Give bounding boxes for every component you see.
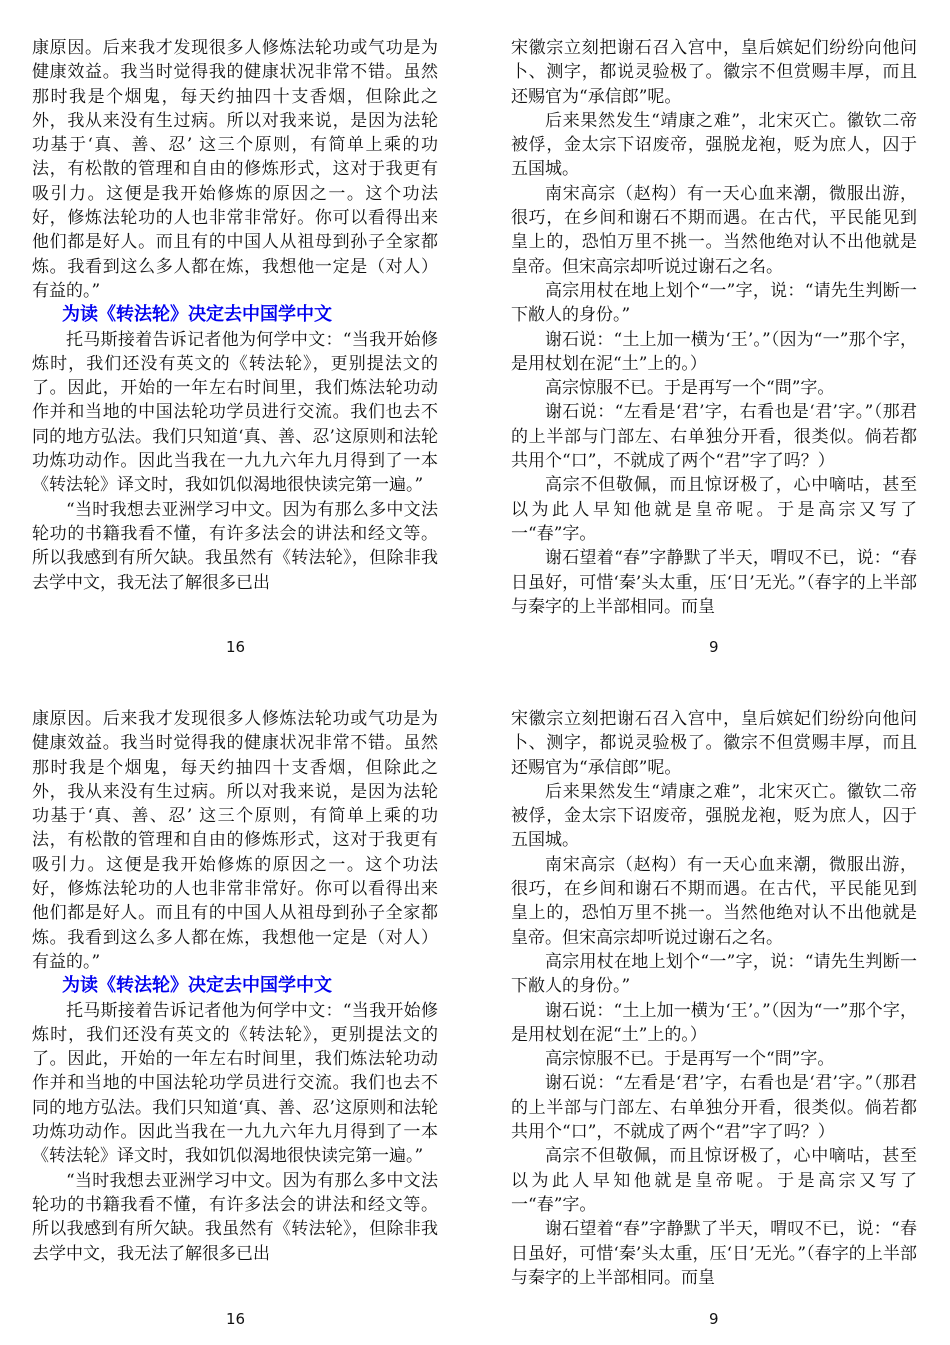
section-heading: 为读《转法轮》决定去中国学中文 — [62, 975, 332, 997]
paragraph: 高宗不但敬佩，而且惊讶极了，心中嘀咕，甚至以为此人早知他就是皇帝呢。于是高宗又写了一“春”字。 — [511, 475, 917, 544]
paragraph: 谢石望着“春”字静默了半天，喟叹不已，说：“春日虽好，可惜‘秦’头太重，压‘日’无光。”（春字的上半部与秦字的上半部相同。而皇 — [511, 1219, 917, 1288]
paragraph: 谢石说：“土上加一横为‘王’。”（因为“一”那个字，是用杖划在泥“土”上的。） — [511, 329, 917, 374]
paragraph: 高宗惊服不已。于是再写一个“問”字。 — [545, 1049, 835, 1070]
paragraph: “当时我想去亚洲学习中文。因为有那么多中文法轮功的书籍我看不懂，有许多法会的讲法和经文等。所以我感到有所欠缺。我虽然有《转法轮》，但除非我去学中文，我无法了解很多已出 — [32, 1170, 438, 1264]
paragraph: 高宗用杖在地上划个“一”字，说：“请先生判断一下敝人的身份。” — [511, 951, 917, 997]
left-page-top — [32, 36, 438, 595]
paragraph: 南宋高宗（赵构）有一天心血来潮，微服出游，很巧，在乡间和谢石不期而遇。在古代，平民能见到皇上的，恐怕万里不挑一。当然他绝对认不出他就是皇帝。但宋高宗却听说过谢石之名。 — [511, 854, 917, 948]
paragraph: 高宗用杖在地上划个“一”字，说：“请先生判断一下敝人的身份。” — [511, 280, 917, 326]
page-number: 9 — [709, 1310, 719, 1328]
page-number: 16 — [226, 638, 246, 656]
paragraph: 康原因。后来我才发现很多人修炼法轮功或气功是为健康效益。我当时觉得我的健康状况非常不错。虽然那时我是个烟鬼，每天约抽四十支香烟，但除此之外，我从来没有生过病。所以对我来说，是因为法轮功基于‘真、善、忍’ 这三个原则，有简单上乘的功法，有松散的管理和自由的修炼形式，这对于我更有吸引力。这便是我开始修炼的原因之一。这个功法好，修炼法轮功的人也非常非常好。你可以看得出来他们都是好人。而且有的中国人从祖母到孙子全家都炼。我看到这么多人都在炼，我想他一定是（对人）有益的。” — [32, 709, 438, 972]
page-number: 16 — [226, 1310, 246, 1328]
paragraph: 高宗惊服不已。于是再写一个“問”字。 — [545, 378, 835, 399]
paragraph: 谢石望着“春”字静默了半天，喟叹不已，说：“春日虽好，可惜‘秦’头太重，压‘日’无光。”（春字的上半部与秦字的上半部相同。而皇 — [511, 548, 917, 617]
paragraph: 康原因。后来我才发现很多人修炼法轮功或气功是为健康效益。我当时觉得我的健康状况非常不错。虽然那时我是个烟鬼，每天约抽四十支香烟，但除此之外，我从来没有生过病。所以对我来说，是因为法轮功基于‘真、善、忍’ 这三个原则，有简单上乘的功法，有松散的管理和自由的修炼形式，这对于我更有吸引力。这便是我开始修炼的原因之一。这个功法好，修炼法轮功的人也非常非常好。你可以看得出来他们都是好人。而且有的中国人从祖母到孙子全家都炼。我看到这么多人都在炼，我想他一定是（对人）有益的。” — [32, 38, 438, 301]
right-page-top — [511, 36, 917, 619]
paragraph: 托马斯接着告诉记者他为何学中文：“当我开始修炼时，我们还没有英文的《转法轮》，更别提法文的了。因此，开始的一年左右时间里，我们炼法轮功动作并和当地的中国法轮功学员进行交流。我们也去不同的地方弘法。我们只知道‘真、善、忍’这原则和法轮功炼功动作。因此当我在一九九六年九月得到了一本《转法轮》译文时，我如饥似渴地很快读完第一遍。” — [32, 1000, 438, 1167]
page-number: 9 — [709, 638, 719, 656]
paragraph: 后来果然发生“靖康之难”，北宋灭亡。徽钦二帝被俘，金太宗下诏废帝，强脱龙袍，贬为庶人，囚于五国城。 — [511, 110, 917, 180]
paragraph: 宋徽宗立刻把谢石召入宫中，皇后嫔妃们纷纷向他问卜、测字，都说灵验极了。徽宗不但赏赐丰厚，而且还赐官为“承信郎”呢。 — [511, 38, 917, 107]
paragraph: 后来果然发生“靖康之难”，北宋灭亡。徽钦二帝被俘，金太宗下诏废帝，强脱龙袍，贬为庶人，囚于五国城。 — [511, 781, 917, 851]
right-page-bottom — [511, 707, 917, 1290]
section-heading: 为读《转法轮》决定去中国学中文 — [62, 304, 332, 326]
paragraph: 宋徽宗立刻把谢石召入宫中，皇后嫔妃们纷纷向他问卜、测字，都说灵验极了。徽宗不但赏赐丰厚，而且还赐官为“承信郎”呢。 — [511, 709, 917, 778]
paragraph: 托马斯接着告诉记者他为何学中文：“当我开始修炼时，我们还没有英文的《转法轮》，更别提法文的了。因此，开始的一年左右时间里，我们炼法轮功动作并和当地的中国法轮功学员进行交流。我们也去不同的地方弘法。我们只知道‘真、善、忍’这原则和法轮功炼功动作。因此当我在一九九六年九月得到了一本《转法轮》译文时，我如饥似渴地很快读完第一遍。” — [32, 329, 438, 496]
paragraph: 谢石说：“左看是‘君’字，右看也是‘君’字。”（那君的上半部与门部左、右单独分开看，很类似。倘若都共用个“口”，不就成了两个“君”字了吗？） — [511, 402, 917, 472]
paragraph: 谢石说：“土上加一横为‘王’。”（因为“一”那个字，是用杖划在泥“土”上的。） — [511, 1000, 917, 1045]
paragraph: 谢石说：“左看是‘君’字，右看也是‘君’字。”（那君的上半部与门部左、右单独分开看，很类似。倘若都共用个“口”，不就成了两个“君”字了吗？） — [511, 1073, 917, 1143]
left-page-bottom — [32, 707, 438, 1266]
paragraph: 南宋高宗（赵构）有一天心血来潮，微服出游，很巧，在乡间和谢石不期而遇。在古代，平民能见到皇上的，恐怕万里不挑一。当然他绝对认不出他就是皇帝。但宋高宗却听说过谢石之名。 — [511, 183, 917, 277]
paragraph: 高宗不但敬佩，而且惊讶极了，心中嘀咕，甚至以为此人早知他就是皇帝呢。于是高宗又写了一“春”字。 — [511, 1146, 917, 1215]
paragraph: “当时我想去亚洲学习中文。因为有那么多中文法轮功的书籍我看不懂，有许多法会的讲法和经文等。所以我感到有所欠缺。我虽然有《转法轮》，但除非我去学中文，我无法了解很多已出 — [32, 499, 438, 593]
